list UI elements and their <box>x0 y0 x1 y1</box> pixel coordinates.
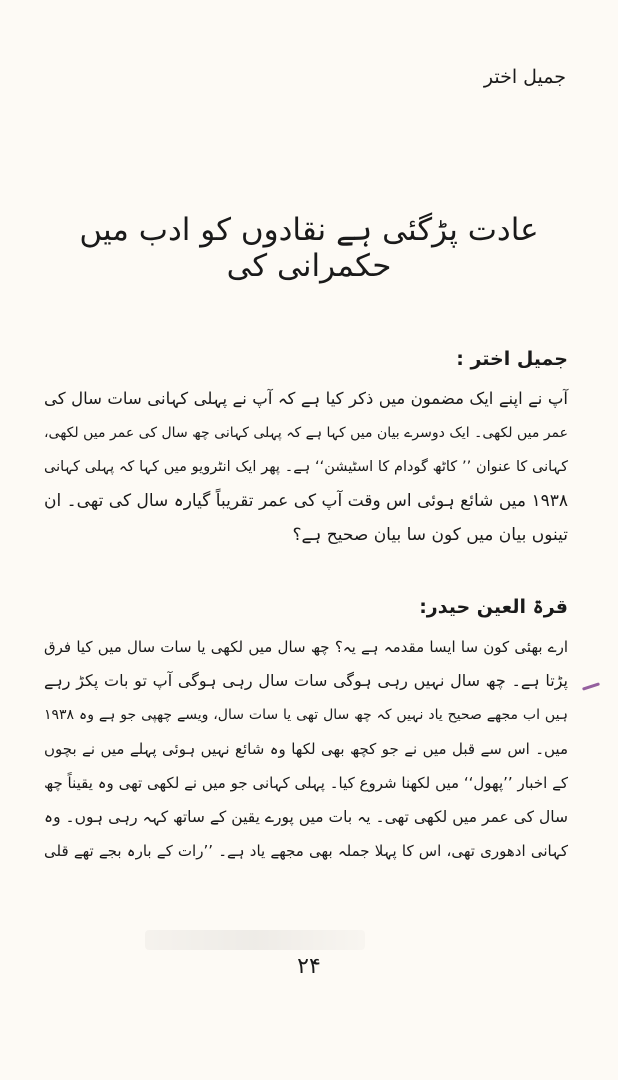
chapter-title: عادت پڑگئی ہے نقادوں کو ادب میں حکمرانی کی <box>79 212 539 284</box>
paragraph-answer <box>44 630 568 868</box>
text-line: ہیں اب مجھے صحیح یاد نہیں کہ چھ سال تھی یا سات سال، ویسے چھپی جو ہے وہ ۱۹۳۸ <box>44 707 568 723</box>
ink-mark <box>582 682 600 690</box>
page-number: ۲۴ <box>297 954 321 979</box>
text-line: میں۔ اس سے قبل میں نے جو کچھ بھی لکھا وہ شائع نہیں ہوئی پہلے میں نے بچوں <box>44 740 568 758</box>
text-line: کہانی ادھوری تھی، اس کا پہلا جملہ بھی مجھے یاد ہے۔ ’’رات کے بارہ بجے تھے قلی <box>44 842 568 860</box>
text-line: سال کی عمر میں لکھی تھی۔ یہ بات میں پورے یقین کے ساتھ کہہ رہی ہوں۔ وہ <box>44 808 568 826</box>
text-line: کے اخبار ’’پھول‘‘ میں لکھنا شروع کیا۔ پہلی کہانی جو میں نے لکھی تھی وہ یقیناً چھ <box>44 774 568 792</box>
text-line: کہانی کا عنوان ’’ کاٹھ گودام کا اسٹیشن‘‘ ہے۔ پھر ایک انٹرویو میں کہا کہ پہلی کہانی <box>44 459 568 475</box>
text-line: ارے بھئی کون سا ایسا مقدمہ ہے یہ؟ چھ سال میں لکھی یا سات سال میں کیا فرق <box>44 638 568 656</box>
text-line: آپ نے اپنے ایک مضمون میں ذکر کیا ہے کہ آپ نے پہلی کہانی سات سال کی <box>44 389 568 408</box>
text-line: ۱۹۳۸ میں شائع ہوئی اس وقت آپ کی عمر تقریباً گیارہ سال کی تھی۔ ان <box>44 491 568 511</box>
speaker-label-1: جمیل اختر : <box>456 348 568 370</box>
text-line: تینوں بیان میں کون سا بیان صحیح ہے؟ <box>292 525 568 545</box>
paper-show-through <box>145 930 365 950</box>
text-line: پڑتا ہے۔ چھ سال نہیں رہی ہوگی سات سال رہی ہوگی آپ تو بات پکڑ رہے <box>44 671 568 690</box>
paragraph-question <box>44 382 568 552</box>
text-line: عمر میں لکھی۔ ایک دوسرے بیان میں کہا ہے کہ پہلی کہانی چھ سال کی عمر میں لکھی، <box>44 425 568 441</box>
running-head: جمیل اختر <box>483 66 566 88</box>
speaker-label-2: قرۃ العین حیدر: <box>419 596 568 618</box>
